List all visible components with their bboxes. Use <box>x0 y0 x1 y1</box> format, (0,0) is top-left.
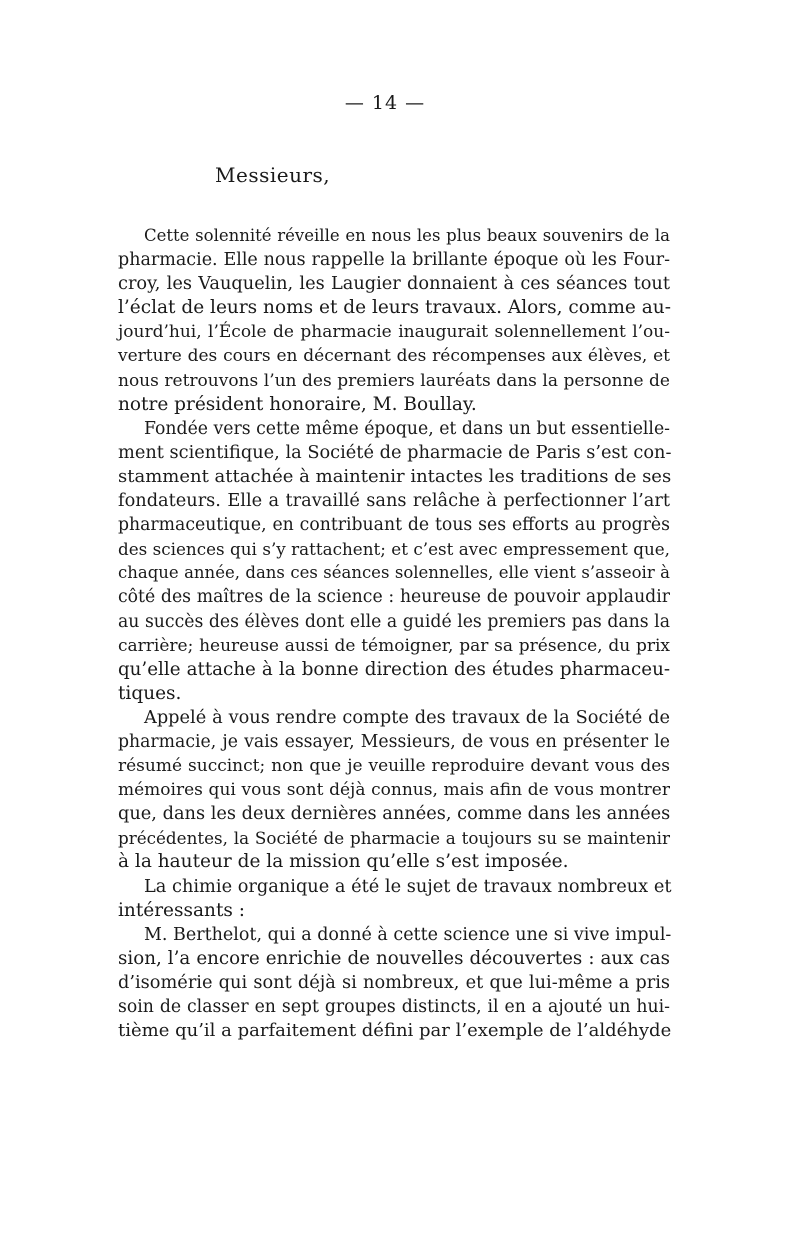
text-line: résumé succinct; non que je veuille reproduire devant vous des <box>118 756 670 777</box>
text-line: qu’elle attache à la bonne direction des études pharmaceu- <box>118 658 670 680</box>
text-line: d’isomérie qui sont déjà si nombreux, et que lui-même a pris <box>118 972 670 993</box>
text-line: nous retrouvons l’un des premiers lauréats dans la personne de <box>118 370 670 391</box>
text-line: chaque année, dans ces séances solennelles, elle vient s’asseoir à <box>118 563 670 583</box>
text-line: stamment attachée à maintenir intactes les traditions de ses <box>118 465 672 487</box>
text-line: sion, l’a encore enrichie de nouvelles découvertes : aux cas <box>118 947 670 969</box>
text-line: tième qu’il a parfaitement défini par l’exemple de l’aldéhyde <box>118 1020 672 1042</box>
text-line: carrière; heureuse aussi de témoigner, par sa présence, du prix <box>118 635 670 656</box>
text-line: tiques. <box>118 682 182 704</box>
text-line: Appelé à vous rendre compte des travaux de la Société de <box>144 707 670 728</box>
text-line: croy, les Vauquelin, les Laugier donnaient à ces séances tout <box>118 274 670 295</box>
text-line: Fondée vers cette même époque, et dans un but essentielle- <box>144 418 670 439</box>
page-number: — 14 — <box>344 92 426 114</box>
text-line: des sciences qui s’y rattachent; et c’est avec empressement que, <box>118 539 670 560</box>
text-line: au succès des élèves dont elle a guidé les premiers pas dans la <box>118 611 670 632</box>
text-line: jourd’hui, l’École de pharmacie inaugurait solennellement l’ou- <box>118 322 670 343</box>
text-line: ment scientifique, la Société de pharmacie de Paris s’est con- <box>118 442 672 463</box>
text-line: l’éclat de leurs noms et de leurs travaux. Alors, comme au- <box>118 297 671 319</box>
text-line: à la hauteur de la mission qu’elle s’est imposée. <box>118 851 569 873</box>
text-line: pharmaceutique, en contribuant de tous ses efforts au progrès <box>118 515 670 536</box>
text-line: Cette solennité réveille en nous les plus beaux souvenirs de la <box>144 226 670 245</box>
text-line: verture des cours en décernant des récompenses aux élèves, et <box>118 346 670 367</box>
text-line: intéressants : <box>118 899 245 921</box>
text-line: pharmacie. Elle nous rappelle la brillante époque où les Four- <box>118 250 670 271</box>
text-line: notre président honoraire, M. Boullay. <box>118 393 477 415</box>
text-line: mémoires qui vous sont déjà connus, mais afin de vous montrer <box>118 780 670 801</box>
text-line: M. Berthelot, qui a donné à cette science une si vive impul- <box>144 924 672 945</box>
text-line: La chimie organique a été le sujet de travaux nombreux et <box>144 876 672 897</box>
text-line: précédentes, la Société de pharmacie a toujours su se maintenir <box>118 828 670 849</box>
salutation: Messieurs, <box>215 163 331 187</box>
text-line: fondateurs. Elle a travaillé sans relâche à perfectionner l’art <box>118 491 670 512</box>
text-line: pharmacie, je vais essayer, Messieurs, de vous en présenter le <box>118 731 670 752</box>
text-line: que, dans les deux dernières années, comme dans les années <box>118 804 671 825</box>
body-text <box>118 224 670 1043</box>
text-line: soin de classer en sept groupes distincts, il en a ajouté un hui- <box>118 997 670 1017</box>
text-line: côté des maîtres de la science : heureuse de pouvoir applaudir <box>118 587 670 608</box>
